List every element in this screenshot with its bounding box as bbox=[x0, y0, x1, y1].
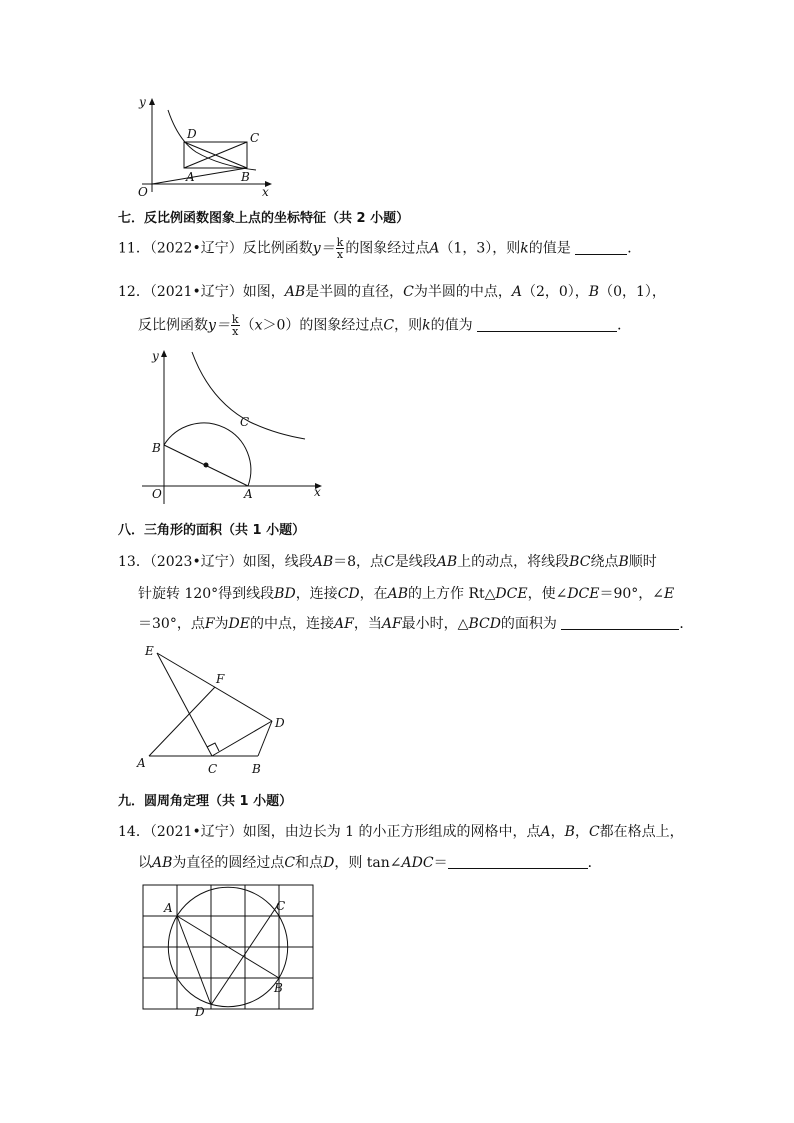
q14-answer-blank[interactable] bbox=[448, 855, 588, 869]
q12-fraction: $\frac{k}{x}$ bbox=[231, 313, 239, 338]
center-dot bbox=[204, 463, 209, 468]
label-y: y bbox=[152, 349, 159, 363]
q11-source: （2022•辽宁） bbox=[149, 240, 243, 257]
segment-ce bbox=[157, 653, 212, 756]
label-o: O bbox=[138, 185, 148, 198]
label-b: B bbox=[152, 441, 161, 455]
q12-source: （2021•辽宁） bbox=[149, 284, 243, 300]
label-b: B bbox=[274, 981, 283, 995]
label-f: F bbox=[216, 672, 225, 686]
q11-fraction: $\frac{k}{x}$ bbox=[336, 236, 344, 261]
semicircle bbox=[164, 423, 251, 486]
label-d: D bbox=[187, 127, 197, 141]
label-c: C bbox=[276, 899, 286, 913]
label-x: x bbox=[262, 185, 269, 198]
label-a: A bbox=[164, 901, 173, 915]
question-12-line-1: 12．（2021•辽宁）如图，AB是半圆的直径，C为半圆的中点，A（2，0），B（0，1）， bbox=[118, 284, 666, 300]
q14-source: （2021•辽宁） bbox=[149, 824, 243, 840]
q11-number: 11． bbox=[118, 240, 150, 257]
label-c: C bbox=[208, 762, 218, 776]
label-a: A bbox=[186, 170, 195, 184]
figure-q14 bbox=[140, 882, 320, 1022]
question-13-line-1: 13．（2023•辽宁）如图，线段AB＝8，点C是线段AB上的动点，将线段BC绕点B顺时 bbox=[118, 554, 657, 570]
label-b: B bbox=[252, 762, 261, 776]
label-b: B bbox=[241, 170, 250, 184]
label-e: E bbox=[145, 644, 154, 658]
section-8-title: 八．三角形的面积（共 1 小题） bbox=[118, 523, 306, 538]
y-axis-arrow bbox=[149, 98, 155, 105]
label-c: C bbox=[240, 415, 250, 429]
q13-number: 13． bbox=[118, 554, 150, 570]
q14-number: 14． bbox=[118, 824, 150, 840]
q12-answer-blank[interactable] bbox=[477, 318, 617, 332]
section-7-title: 七．反比例函数图象上点的坐标特征（共 2 小题） bbox=[118, 211, 410, 226]
q12-number: 12． bbox=[118, 284, 150, 300]
q11-answer-blank[interactable] bbox=[575, 241, 627, 255]
label-a: A bbox=[137, 756, 146, 770]
label-x: x bbox=[314, 485, 321, 499]
segment-ad bbox=[177, 916, 211, 1005]
label-d: D bbox=[195, 1005, 205, 1019]
y-axis-arrow bbox=[161, 350, 167, 357]
hyperbola-curve bbox=[168, 110, 256, 170]
question-14-line-1: 14．（2021•辽宁）如图，由边长为 1 的小正方形组成的网格中，点A，B，C都在格点上， bbox=[118, 824, 684, 840]
label-c: C bbox=[250, 131, 260, 145]
label-d: D bbox=[275, 716, 285, 730]
question-11: 11．（2022•辽宁）反比例函数y＝ $\frac{k}{x}$ 的图象经过点A（1，3），则k的值是 ． bbox=[118, 236, 642, 261]
figure-q10 bbox=[130, 92, 280, 198]
segment-cd bbox=[212, 721, 272, 756]
segment-bd bbox=[258, 721, 272, 756]
question-14-line-2: 以AB为直径的圆经过点C和点D，则 tan∠ADC＝ ． bbox=[138, 855, 602, 871]
label-y: y bbox=[139, 95, 146, 109]
q13-answer-blank[interactable] bbox=[561, 616, 679, 630]
figure-q13 bbox=[135, 643, 295, 778]
segment-af bbox=[149, 687, 215, 756]
figure-q12 bbox=[140, 346, 330, 504]
label-o: O bbox=[152, 487, 162, 501]
section-9-title: 九．圆周角定理（共 1 小题） bbox=[118, 794, 293, 809]
segment-oa bbox=[152, 168, 247, 184]
label-a: A bbox=[244, 487, 253, 501]
q13-source: （2023•辽宁） bbox=[149, 554, 243, 570]
question-13-line-3: ＝30°，点F为DE的中点，连接AF，当AF最小时，△BCD的面积为 ． bbox=[138, 616, 694, 632]
question-12-line-2: 反比例函数y＝ $\frac{k}{x}$ （x＞0）的图象经过点C，则k的值为 ． bbox=[138, 313, 632, 338]
question-13-line-2: 针旋转 120°得到线段BD，连接CD，在AB的上方作 Rt△DCE，使∠DCE＝90°，∠E bbox=[138, 586, 675, 602]
